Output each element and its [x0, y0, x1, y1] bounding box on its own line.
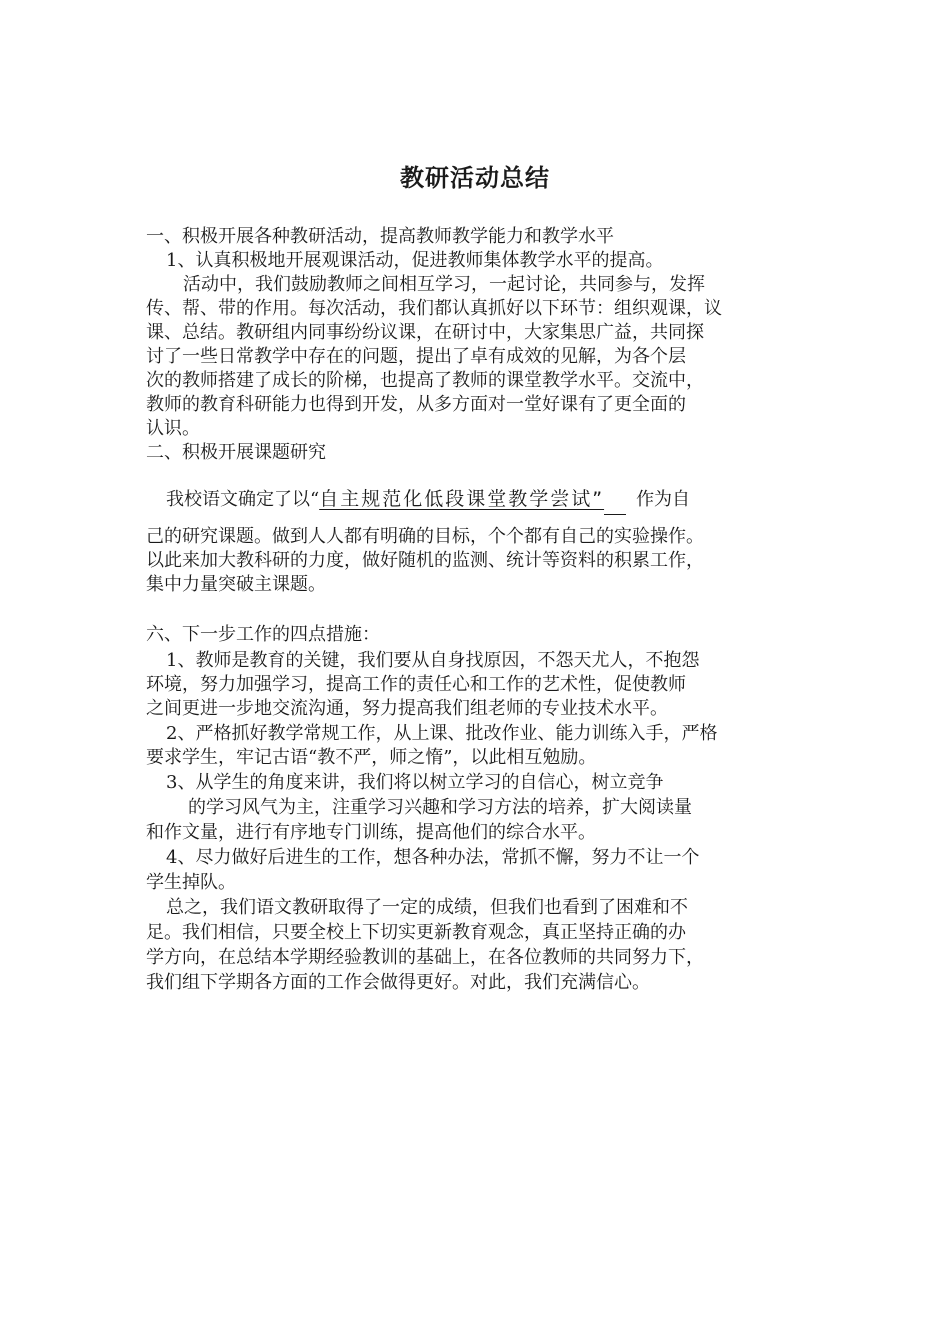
- section-heading-6: 六、下一步工作的四点措施：: [146, 624, 380, 645]
- paragraph-line: 以此来加大教科研的力度，做好随机的监测、统计等资料的积累工作，: [146, 550, 704, 571]
- underline-tail: [604, 492, 626, 515]
- measure-item-4: 4、尽力做好后进生的工作，想各种办法，常抓不懈，努力不让一个: [166, 847, 700, 868]
- measure-item-2: 2、严格抓好教学常规工作，从上课、批改作业、能力训练入手，严格: [166, 723, 718, 744]
- subsection-heading-1: 1、认真积极地开展观课活动，促进教师集体教学水平的提高。: [166, 250, 664, 271]
- paragraph-line: 的学习风气为主，注重学习兴趣和学习方法的培养，扩大阅读量: [188, 797, 692, 818]
- paragraph-line: 要求学生，牢记古语“教不严，师之惰”，以此相互勉励。: [146, 747, 597, 768]
- conclusion-line: 足。我们相信，只要全校上下切实更新教育观念，真正坚持正确的办: [146, 922, 686, 943]
- topic-suffix: 作为自: [636, 489, 691, 510]
- topic-quote: 自主规范化低段课堂教学尝试”: [319, 488, 605, 510]
- paragraph-line: 学生掉队。: [146, 872, 236, 893]
- paragraph-line: 集中力量突破主课题。: [146, 574, 326, 595]
- paragraph-line: 己的研究课题。做到人人都有明确的目标，个个都有自己的实验操作。: [146, 526, 704, 547]
- conclusion-line: 学方向，在总结本学期经验教训的基础上，在各位教师的共同努力下，: [146, 947, 704, 968]
- section-heading-1: 一、积极开展各种教研活动，提高教师教学能力和教学水平: [146, 226, 614, 247]
- measure-item-3: 3、从学生的角度来讲，我们将以树立学习的自信心，树立竞争: [166, 772, 664, 793]
- paragraph-line: 传、帮、带的作用。每次活动，我们都认真抓好以下环节：组织观课，议: [146, 298, 722, 319]
- paragraph-line: 和作文量，进行有序地专门训练，提高他们的综合水平。: [146, 822, 596, 843]
- paragraph-line: 环境，努力加强学习，提高工作的责任心和工作的艺术性，促使教师: [146, 674, 686, 695]
- section-heading-2: 二、积极开展课题研究: [146, 442, 326, 463]
- measure-item-1: 1、教师是教育的关键，我们要从自身找原因，不怨天尤人，不抱怨: [166, 650, 700, 671]
- conclusion-line: 总之，我们语文教研取得了一定的成绩，但我们也看到了困难和不: [166, 897, 688, 918]
- paragraph-line: 教师的教育科研能力也得到开发，从多方面对一堂好课有了更全面的: [146, 394, 686, 415]
- document-title: 教研活动总结: [400, 164, 550, 192]
- paragraph-line: 之间更进一步地交流沟通，努力提高我们组老师的专业技术水平。: [146, 698, 668, 719]
- paragraph-line: 课、总结。教研组内同事纷纷议课，在研讨中，大家集思广益，共同探: [146, 322, 704, 343]
- paragraph-line: 活动中，我们鼓励教师之间相互学习，一起讨论，共同参与，发挥: [183, 274, 705, 295]
- paragraph-line: 认识。: [146, 418, 200, 439]
- topic-line: [166, 484, 690, 515]
- conclusion-line: 我们组下学期各方面的工作会做得更好。对此，我们充满信心。: [146, 972, 650, 993]
- paragraph-line: 次的教师搭建了成长的阶梯，也提高了教师的课堂教学水平。交流中，: [146, 370, 704, 391]
- paragraph-line: 讨了一些日常教学中存在的问题，提出了卓有成效的见解，为各个层: [146, 346, 686, 367]
- topic-prefix: 我校语文确定了以“: [166, 489, 320, 510]
